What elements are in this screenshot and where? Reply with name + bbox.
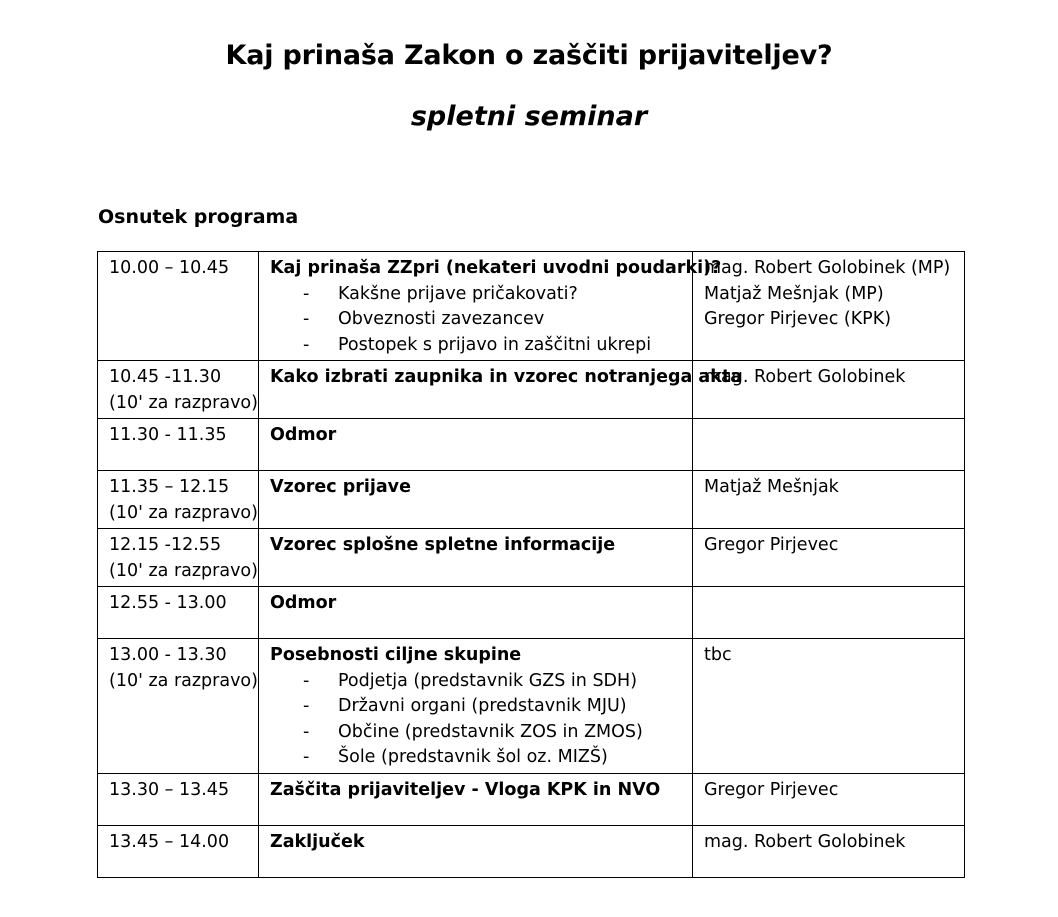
topic-subpoints bbox=[270, 669, 682, 771]
speaker-cell bbox=[693, 639, 965, 774]
topic-title: Vzorec splošne spletne informacije bbox=[270, 535, 616, 555]
topic-title: Zaključek bbox=[270, 831, 365, 852]
speaker-name: mag. Robert Golobinek bbox=[704, 367, 906, 387]
time-cell bbox=[98, 529, 259, 587]
speaker-name: Matjaž Mešnjak bbox=[704, 477, 839, 497]
time-cell bbox=[98, 361, 259, 419]
program-row bbox=[98, 639, 965, 774]
list-item bbox=[270, 745, 682, 771]
subpoint-text: Podjetja (predstavnik GZS in SDH) bbox=[338, 670, 638, 691]
topic-title: Odmor bbox=[270, 425, 337, 445]
speaker-name: mag. Robert Golobinek (MP) bbox=[704, 258, 951, 278]
time-slot: 12.15 -12.55 bbox=[109, 535, 222, 555]
program-row bbox=[98, 361, 965, 419]
speaker-name: Gregor Pirjevec bbox=[704, 779, 839, 800]
topic-cell bbox=[259, 825, 693, 877]
discussion-note: (10' za razpravo) bbox=[109, 392, 258, 413]
time-cell bbox=[98, 825, 259, 877]
time-slot: 13.30 – 13.45 bbox=[109, 779, 230, 800]
speaker-cell bbox=[693, 587, 965, 639]
program-row bbox=[98, 252, 965, 361]
time-slot: 10.45 -11.30 bbox=[109, 367, 222, 387]
topic-title: Zaščita prijaviteljev - Vloga KPK in NVO bbox=[270, 779, 661, 800]
subpoint-text: Šole (predstavnik šol oz. MIZŠ) bbox=[338, 747, 608, 767]
program-table-body bbox=[98, 252, 965, 878]
dash-bullet-icon: - bbox=[303, 283, 310, 304]
dash-bullet-icon: - bbox=[303, 696, 310, 716]
time-cell bbox=[98, 773, 259, 825]
topic-title: Odmor bbox=[270, 593, 337, 613]
list-item bbox=[270, 333, 682, 359]
dash-bullet-icon: - bbox=[303, 721, 310, 742]
time-slot: 12.55 - 13.00 bbox=[109, 593, 227, 613]
program-row bbox=[98, 773, 965, 825]
time-slot: 10.00 – 10.45 bbox=[109, 258, 230, 278]
time-cell bbox=[98, 419, 259, 471]
speaker-cell bbox=[693, 419, 965, 471]
dash-bullet-icon: - bbox=[303, 747, 310, 767]
dash-bullet-icon: - bbox=[303, 334, 310, 355]
subpoint-text: Obveznosti zavezancev bbox=[338, 309, 545, 329]
subpoint-text: Postopek s prijavo in zaščitni ukrepi bbox=[338, 334, 652, 355]
time-cell bbox=[98, 639, 259, 774]
topic-title: Vzorec prijave bbox=[270, 477, 411, 497]
time-cell bbox=[98, 471, 259, 529]
program-table bbox=[97, 251, 965, 878]
topic-cell bbox=[259, 639, 693, 774]
discussion-note: (10' za razpravo) bbox=[109, 502, 258, 523]
speaker-name: mag. Robert Golobinek bbox=[704, 831, 906, 852]
topic-cell bbox=[259, 587, 693, 639]
discussion-note: (10' za razpravo) bbox=[109, 560, 258, 581]
subpoint-text: Kakšne prijave pričakovati? bbox=[338, 283, 578, 304]
topic-cell bbox=[259, 361, 743, 419]
list-item bbox=[270, 282, 682, 308]
list-item bbox=[270, 307, 682, 333]
topic-cell bbox=[259, 419, 693, 471]
speaker-name: Matjaž Mešnjak (MP) bbox=[704, 283, 884, 304]
time-slot: 13.45 – 14.00 bbox=[109, 831, 230, 852]
time-slot: 13.00 - 13.30 bbox=[109, 645, 227, 665]
topic-title: Kaj prinaša ZZpri (nekateri uvodni poudarki)? bbox=[270, 258, 722, 278]
topic-cell bbox=[259, 773, 693, 825]
list-item bbox=[270, 694, 682, 720]
speaker-cell bbox=[693, 773, 965, 825]
program-row bbox=[98, 587, 965, 639]
speaker-cell bbox=[693, 252, 965, 361]
document-subtitle: spletni seminar bbox=[410, 101, 648, 132]
program-row bbox=[98, 419, 965, 471]
speaker-name: tbc bbox=[704, 645, 732, 665]
document-title: Kaj prinaša Zakon o zaščiti prijaviteljev? bbox=[225, 40, 833, 71]
topic-subpoints bbox=[270, 282, 682, 359]
list-item bbox=[270, 669, 682, 695]
list-item bbox=[270, 720, 682, 746]
time-slot: 11.35 – 12.15 bbox=[109, 477, 230, 497]
dash-bullet-icon: - bbox=[303, 309, 310, 329]
time-slot: 11.30 - 11.35 bbox=[109, 425, 227, 445]
time-cell bbox=[98, 252, 259, 361]
dash-bullet-icon: - bbox=[303, 670, 310, 691]
topic-cell bbox=[259, 252, 722, 361]
speaker-name: Gregor Pirjevec (KPK) bbox=[704, 309, 892, 329]
subpoint-text: Občine (predstavnik ZOS in ZMOS) bbox=[338, 721, 643, 742]
speaker-cell bbox=[693, 529, 965, 587]
program-row bbox=[98, 825, 965, 877]
program-row bbox=[98, 529, 965, 587]
speaker-name: Gregor Pirjevec bbox=[704, 535, 839, 555]
speaker-cell bbox=[693, 361, 965, 419]
section-heading: Osnutek programa bbox=[98, 206, 299, 228]
topic-title: Posebnosti ciljne skupine bbox=[270, 645, 522, 665]
discussion-note: (10' za razpravo) bbox=[109, 670, 258, 691]
topic-cell bbox=[259, 529, 693, 587]
subpoint-text: Državni organi (predstavnik MJU) bbox=[338, 696, 627, 716]
time-cell bbox=[98, 587, 259, 639]
topic-cell bbox=[259, 471, 693, 529]
speaker-cell bbox=[693, 471, 965, 529]
speaker-cell bbox=[693, 825, 965, 877]
program-row bbox=[98, 471, 965, 529]
topic-title: Kako izbrati zaupnika in vzorec notranjega akta bbox=[270, 367, 743, 387]
